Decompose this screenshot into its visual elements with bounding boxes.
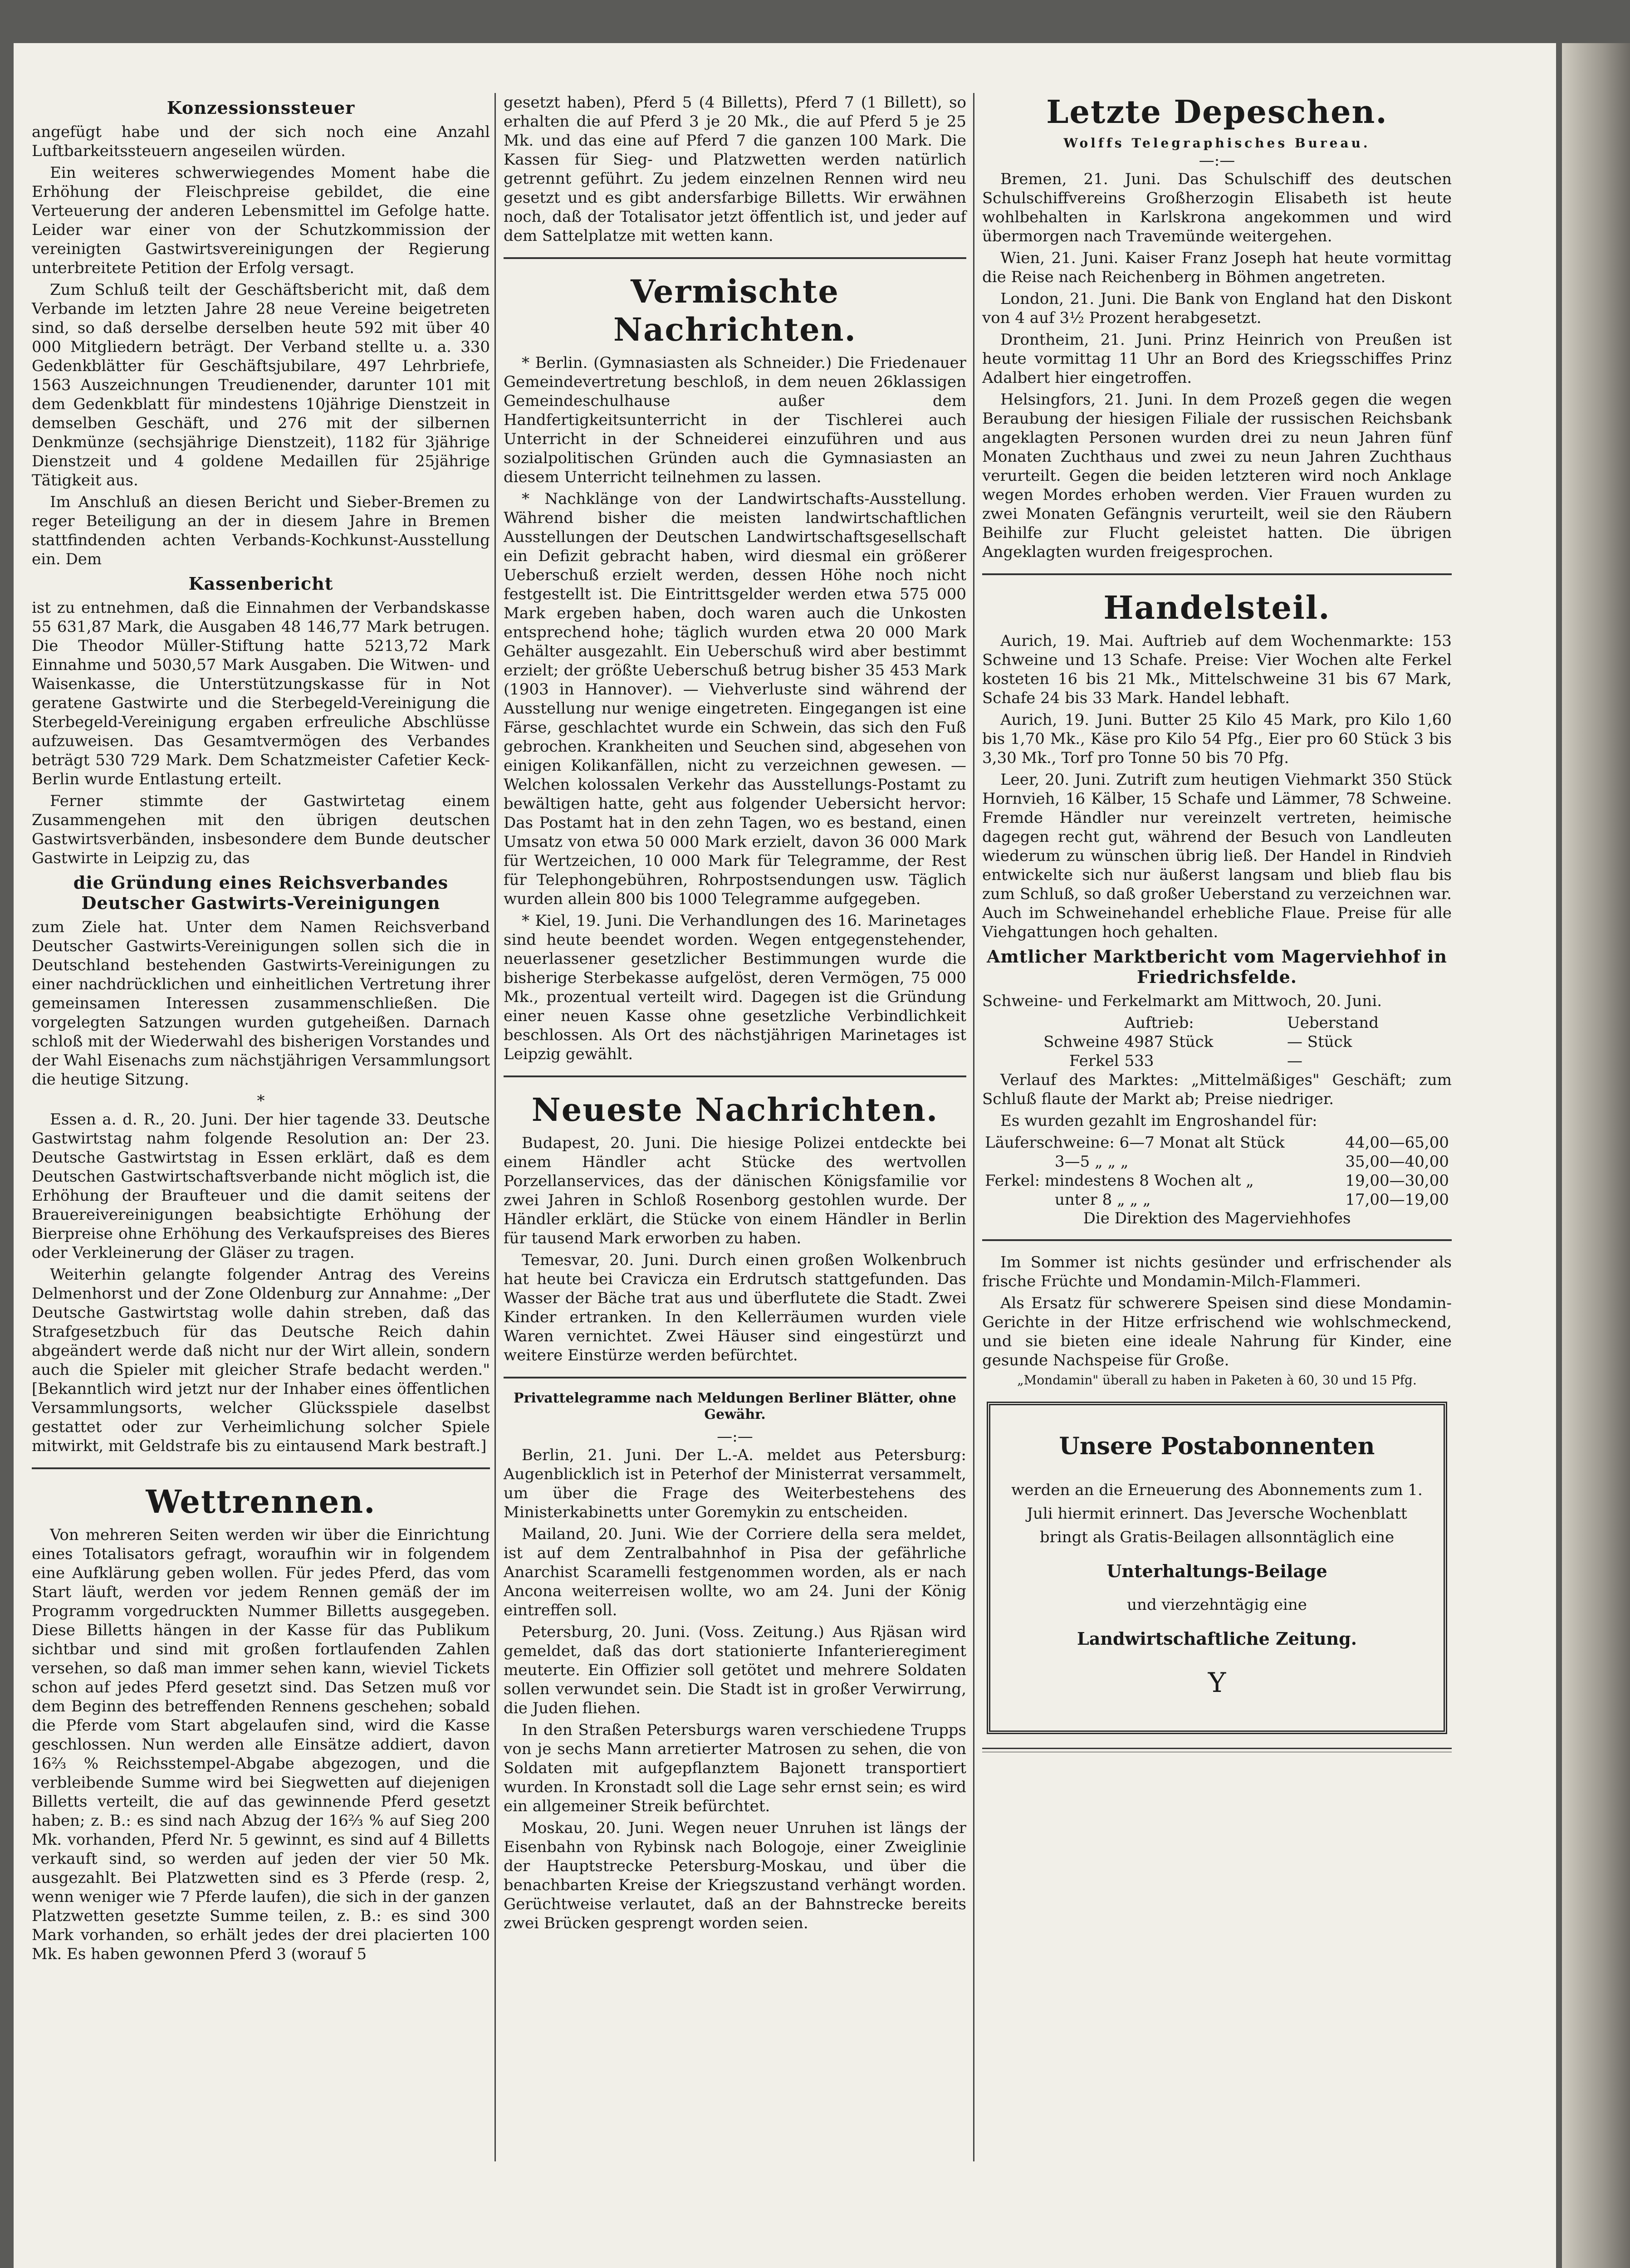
column-left [32,93,490,1966]
paragraph: * Kiel, 19. Juni. Die Verhandlungen des 16. Marinetages sind heute beendet worden. Wegen entgegenstehender, neuerlassener gesetzlicher Bestimmungen wurde die bisherige Sterbekasse aufgelöst, deren Vermögen, 75 000 Mk., prozentual verteilt wird. Dagegen ist die Gründung einer neuen Kasse ohne gesetzliche Verbindlichkeit beschlossen. Als Ort des nächstjährigen Marinetages ist Leipzig gewählt. [504,912,966,1063]
column-rule [973,93,974,2161]
heading-gruendung: die Gründung eines Reichsverbandes Deutscher Gastwirts-Vereinigungen [73,872,449,913]
newspaper-page [14,43,1556,2268]
paragraph: In den Straßen Petersburgs waren verschiedene Trupps von je sechs Mann arretierter Matrosen zu sehen, die von Soldaten mit aufgepflanztem Bajonett transportiert wurden. In Kronstadt soll die Lage sehr ernst sein; es wird ein allgemeiner Streik befürchtet. [504,1721,966,1815]
divider [982,1239,1452,1241]
table-row: 3—5 „ „ „ 35,00—40,00 [1055,1153,1449,1171]
paragraph: zum Ziele hat. Unter dem Namen Reichsverband Deutscher Gastwirts-Vereinigungen sollen sich die in Deutschland bestehenden Gastwirts-Vereinigungen zu einer nachdrücklichen und einheitlichen Vertretung ihrer gemeinsamen Interessen zusammenschließen. Die vorgelegten Satzungen wurden gutgeheißen. Darnach schloß mit der Wiederwahl des bisherigen Vorstandes und der Wahl Eisenachs zum nächstjährigen Versammlungsort die heutige Sitzung. [32,918,490,1089]
signature-line: Die Direktion des Magerviehhofes [1083,1209,1351,1227]
subheading-wolff: Wolffs Telegraphisches Bureau. [1063,136,1371,151]
notice-text: werden an die Erneuerung des Abonnements zum 1. Juli hiermit erinnert. Das Jeversche Wochenblatt bringt als Gratis-Beilagen allsonntäglich eine [1011,1481,1423,1546]
paragraph: ist zu entnehmen, daß die Einnahmen der Verbandskasse 55 631,87 Mark, die Ausgaben 48 146,77 Mark betrugen. Die Theodor Müller-Stiftung hatte 5213,72 Mark Einnahme und 5030,57 Mark Ausgaben. Die Witwen- und Waisenkasse, die Unterstützungskasse für in Not geratene Gastwirte und die Sterbegeld-Vereinigung die Sterbegeld-Vereinigung ergaben erfreuliche Abschlüsse aufzuweisen. Das Gesamtvermögen des Verbandes beträgt 530 729 Mark. Dem Schatzmeister Cafetier Keck-Berlin wurde Entlastung erteilt. [32,599,490,788]
paragraph: Temesvar, 20. Juni. Durch einen großen Wolkenbruch hat heute bei Cravicza ein Erdrutsch stattgefunden. Das Wasser der Bäche trat aus und überflutete die Stadt. Zwei Kinder ertranken. In den Kellerräumen wurden viele Waren vernichtet. Zwei Häuser sind eingestürzt und weitere Einstürze werden befürchtet. [504,1251,966,1364]
divider [982,573,1452,575]
paragraph: Ein weiteres schwerwiegendes Moment habe die Erhöhung der Fleischpreise gebildet, die eine Verteuerung der anderen Lebensmittel im Gefolge hatte. Leider war einer von der Schutzkommission der vereinigten Gastwirtsvereinigungen der Regierung unterbreitete Petition der Erfolg versagt. [32,164,490,277]
heading-neueste-nachrichten: Neueste Nachrichten. [531,1091,939,1129]
separator-star: * [257,1092,265,1110]
paragraph: Drontheim, 21. Juni. Prinz Heinrich von Preußen ist heute vormittag 11 Uhr an Bord des Kriegsschiffes Prinz Adalbert hier eingetroffen. [982,331,1452,387]
heading-konzessionssteuer: Konzessionssteuer [166,98,355,118]
heading-wettrennen: Wettrennen. [146,1483,376,1520]
divider [982,1748,1452,1752]
column-rule [494,93,496,2161]
subscription-notice [987,1402,1447,1734]
paragraph: Aurich, 19. Juni. Butter 25 Kilo 45 Mark, pro Kilo 1,60 bis 1,70 Mk., Käse pro Kilo 54 Pfg., Eier pro 60 Stück 3 bis 3,30 Mk., Torf pro Tonne 50 bis 70 Pfg. [982,711,1452,767]
column-middle [504,93,966,1936]
table-row: Ferkel: mindestens 8 Wochen alt „ 19,00—30,00 [985,1172,1449,1190]
divider [504,1377,966,1378]
divider [504,1075,966,1077]
paragraph: Im Anschluß an diesen Bericht und Sieber-Bremen zu reger Beteiligung an der in diesem Jahre in Bremen stattfindenden achten Verbands-Kochkunst-Ausstellung ein. Dem [32,493,490,568]
paragraph: gesetzt haben), Pferd 5 (4 Billetts), Pferd 7 (1 Billett), so erhalten die auf Pferd 3 je 20 Mk., die auf Pferd 5 je 25 Mk. und das eine auf Pferd 7 die ganzen 100 Mark. Die Kassen für Sieg- und Platzwetten werden natürlich getrennt geführt. Zu jedem einzelnen Rennen wird neu gesetzt und es gibt andersfarbige Billetts. Wir erwähnen noch, daß der Totalisator jetzt öffentlich ist, und jeder auf dem Sattelplatze mit wetten kann. [504,93,966,245]
price-table [982,1133,1452,1209]
paragraph: angefügt habe und der sich noch eine Anzahl Luftbarkeitssteuern angeseilen würden. [32,123,490,160]
column-right [982,93,1452,1764]
heading-marktbericht: Amtlicher Marktbericht vom Magerviehhof in Friedrichsfelde. [987,946,1447,987]
paragraph: Ferner stimmte der Gastwirtetag einem Zusammengehen mit den übrigen deutschen Gastwirtsverbänden, insbesondere dem Bunde deutscher Gastwirte in Leipzig zu, das [32,792,490,867]
paragraph: Berlin, 21. Juni. Der L.-A. meldet aus Petersburg: Augenblicklich ist in Peterhof der Ministerrat versammelt, um über die Frage des Weiterbestehens des Ministerkabinetts unter Goremykin zu entscheiden. [504,1446,966,1521]
paragraph: Petersburg, 20. Juni. (Voss. Zeitung.) Aus Rjäsan wird gemeldet, daß das dort stationierte Infanterieregiment meuterte. Ein Offizier soll getötet und mehrere Soldaten sollen verwundet sein. Die Stadt ist in großer Verwirrung, die Juden fliehen. [504,1623,966,1717]
paragraph: * Nachklänge von der Landwirtschafts-Ausstellung. Während bisher die meisten landwirtschaftlichen Ausstellungen der Deutschen Landwirtschaftsgesellschaft ein Defizit gebracht haben, wird diesmal ein größerer Ueberschuß erzielt werden, dessen Höhe noch nicht festgestellt ist. Die Eintrittsgelder werden etwa 575 000 Mark ergeben haben, doch waren auch die Unkosten entsprechend hohe; täglich wurden etwa 20 000 Mark Gehälter ausgezahlt. Ein Ueberschuß wird aber bestimmt erzielt; der größte Ueberschuß betrug bisher 35 453 Mark (1903 in Hannover). — Viehverluste sind während der Ausstellung nur wenige eingetreten. Eingegangen ist eine Färse, geschlachtet wurde ein Schwein, das sich den Fuß gebrochen. Krankheiten und Seuchen sind, abgesehen von einigen Kolikanfällen, nicht zu verzeichnen gewesen. — Welchen kolossalen Verkehr das Ausstellungs-Postamt zu bewältigen hatte, geht aus folgender Uebersicht hervor: Das Postamt hat in den zehn Tagen, wo es bestand, einen Umsatz von etwa 50 000 Mark erzielt, davon 36 000 Mark für Wertzeichen, 10 000 Mark für Telegramme, der Rest für Telephongebühren, Rohrpostsendungen usw. Täglich wurden allein 800 bis 1000 Telegramme aufgegeben. [504,490,966,908]
advert-footnote: „Mondamin" überall zu haben in Paketen à 60, 30 und 15 Pfg. [1017,1373,1417,1388]
book-spine [1562,43,1630,2268]
paragraph: Im Sommer ist nichts gesünder und erfrischender als frische Früchte und Mondamin-Milch-Flammeri. [982,1253,1452,1290]
table-row: Ferkel 533 — [1069,1052,1302,1070]
heading-handelsteil: Handelsteil. [1103,589,1331,626]
divider [32,1467,490,1469]
divider [504,257,966,259]
paragraph: Als Ersatz für schwerere Speisen sind diese Mondamin-Gerichte in der Hitze erfrischend wie wohlschmeckend, und sie bieten eine ideale Nahrung für Kinder, eine gesunde Nachspeise für Große. [982,1294,1452,1369]
paragraph: Aurich, 19. Mai. Auftrieb auf dem Wochenmarkte: 153 Schweine und 13 Schafe. Preise: Vier Wochen alte Ferkel kosteten 16 bis 21 Mk., Mittelschweine 31 bis 67 Mark, Schafe 24 bis 33 Mark. Handel lebhaft. [982,632,1452,707]
paragraph: Bremen, 21. Juni. Das Schulschiff des deutschen Schulschiffvereins Großherzogin Elisabeth ist heute wohlbehalten in Karlskrona angekommen und wird übermorgen nach Travemünde weitergehen. [982,170,1452,245]
table-row: Auftrieb: Ueberstand [1124,1014,1379,1032]
paragraph: Von mehreren Seiten werden wir über die Einrichtung eines Totalisators gefragt, woraufhin wir in folgendem eine Aufklärung geben wollen. Für jedes Pferd, das vom Start läuft, werden vor jedem Rennen gemäß der im Programm vorgedruckten Nummer Billetts ausgegeben. Diese Billetts hängen in der Kasse für das Publikum sichtbar und sind mit großen fortlaufenden Zahlen versehen, so daß man immer sehen kann, wieviel Tickets schon auf jedes Pferd gesetzt sind. Das Setzen muß vor dem Beginn des betreffenden Rennens geschehen; sobald die Pferde vom Start abgelaufen sind, wird die Kasse geschlossen. Nun werden alle Einsätze addiert, davon 16⅔ % Reichsstempel-Abgabe abgezogen, und die verbleibende Summe wird bei Siegwetten auf diejenigen Billetts verteilt, die auf das gewinnende Pferd gesetzt haben; z. B.: es sind nach Abzug der 16⅔ % auf Sieg 200 Mk. vorhanden, Pferd Nr. 5 gewinnt, es sind auf 4 Billetts verkauft sind, so werden auf jeden der vier 50 Mk. ausgezahlt. Bei Platzwetten sind es 3 Pferde (resp. 2, wenn weniger wie 7 Pferde laufen), die sich in der ganzen Platzwetten gesetzte Summe teilen, z. B.: es sind 300 Mark vorhanden, so erhält jedes der drei placierten 100 Mk. Es haben gewonnen Pferd 3 (worauf 5 [32,1526,490,1963]
notice-text: und vierzehntägig eine [1127,1596,1307,1614]
paragraph: Schweine- und Ferkelmarkt am Mittwoch, 20. Juni. [982,992,1382,1010]
separator: —:— [1199,152,1235,170]
separator: —:— [717,1427,753,1446]
paragraph: Essen a. d. R., 20. Juni. Der hier tagende 33. Deutsche Gastwirtstag nahm folgende Resolution an: Der 23. Deutsche Gastwirtstag in Essen erklärt, daß es dem Deutschen Gastwirtschaftsverbande nicht möglich ist, die Erhöhung der Braufteuer und die damit seitens der Brauereivereinigungen beabsichtigte Erhöhung der Bierpreise ohne Erhöhung des Verkaufspreises des Bieres oder Verkleinerung der Gläser zu tragen. [32,1110,490,1262]
market-table [982,1013,1452,1070]
paragraph: Mailand, 20. Juni. Wie der Corriere della sera meldet, ist auf dem Zentralbahnhof in Pisa der gefährliche Anarchist Scaramelli festgenommen worden, als er nach Ancona weiterreisen wollte, wo am 24. Juni der König eintreffen soll. [504,1525,966,1619]
paragraph: Zum Schluß teilt der Geschäftsbericht mit, daß dem Verbande im letzten Jahre 28 neue Vereine beigetreten sind, so daß derselbe derselben heute 592 mit über 40 000 Mitgliedern beträgt. Der Verband stellte u. a. 330 Gedenkblätter für Geschäftsjubilare, 497 Lehrbriefe, 1563 Auszeichnungen Treudienender, darunter 101 mit dem Gedenkblatt für mindestens 10jährige Dienstzeit in demselben Geschäft, und 276 mit der silbernen Denkmünze (sechsjährige Dienstzeit), 1182 für 3jährige Dienstzeit und 4 goldene Medaillen für 25jährige Tätigkeit aus. [32,281,490,489]
table-row: Läuferschweine: 6—7 Monat alt Stück 44,00—65,00 [985,1134,1449,1152]
paragraph: London, 21. Juni. Die Bank von England hat den Diskont von 4 auf 3½ Prozent herabgesetzt. [982,290,1452,327]
heading-letzte-depeschen: Letzte Depeschen. [1046,93,1388,131]
table-row: unter 8 „ „ „ 17,00—19,00 [1055,1191,1449,1209]
heading-vermischte-nachrichten: Vermischte Nachrichten. [613,273,857,348]
notice-supplement: Landwirtschaftliche Zeitung. [1077,1628,1357,1649]
paragraph: Helsingfors, 21. Juni. In dem Prozeß gegen die wegen Beraubung der hiesigen Filiale der russischen Reichsbank angeklagten Personen wurden drei zu neun Jahren fünf Monaten Zuchthaus und zwei zu neun Jahren Zuchthaus verurteilt. Gegen die beiden letzteren wird noch Anklage wegen Mordes erhoben werden. Vier Frauen wurden zu zwei Monaten Gefängnis verurteilt, weil sie den Räubern Beihilfe zur Flucht geleistet hatten. Die übrigen Angeklagten wurden freigesprochen. [982,391,1452,561]
table-row: Schweine 4987 Stück — Stück [1043,1033,1352,1051]
notice-supplement: Unterhaltungs-Beilage [1106,1561,1327,1581]
paragraph: Budapest, 20. Juni. Die hiesige Polizei entdeckte bei einem Händler acht Stücke des wertvollen Porzellanservices, das der dänischen Königsfamilie vor zwei Jahren in Schloß Rosenborg gestohlen wurde. Der Händler erklärt, die Stücke von einem Händler in Berlin für tausend Mark erworben zu haben. [504,1134,966,1247]
notice-title: Unsere Postabonnenten [1059,1432,1375,1460]
paragraph: Weiterhin gelangte folgender Antrag des Vereins Delmenhorst und der Zone Oldenburg zur Annahme: „Der Deutsche Gastwirtstag wolle dahin streben, daß das Strafgesetzbuch für das Deutsche Reich dahin abgeändert werde daß nicht nur der Wirt allein, sondern auch die Spieler mit gleicher Strafe bedacht werden." [Bekanntlich wird jetzt nur der Inhaber eines öffentlichen Versammlungsorts, welcher Glücksspiele daselbst gestattet oder zur Verheimlichung solcher Spiele mitwirkt, mit Geldstrafe bis zu eintausend Mark bestraft.] [32,1266,490,1455]
paragraph: * Berlin. (Gymnasiasten als Schneider.) Die Friedenauer Gemeindevertretung beschloß, in dem neuen 26klassigen Gemeindeschulhause außer dem Handfertigkeitsunterricht in der Tischlerei auch Unterricht in der Schneiderei einzuführen und aus sozialpolitischen Gründen auch die Gymnasiasten an diesem Unterricht teilnehmen zu lassen. [504,354,966,486]
ornament-icon: Y [1208,1667,1226,1699]
paragraph: Moskau, 20. Juni. Wegen neuer Unruhen ist längs der Eisenbahn von Rybinsk nach Bologoje, einer Zweiglinie der Hauptstrecke Petersburg-Moskau, und über die benachbarten Kreise der Kriegszustand verhängt worden. Gerüchtweise verlautet, daß an der Bahnstrecke bereits zwei Brücken gesprengt worden seien. [504,1819,966,1932]
heading-kassenbericht: Kassenbericht [188,573,333,594]
paragraph: Leer, 20. Juni. Zutrift zum heutigen Viehmarkt 350 Stück Hornvieh, 16 Kälber, 15 Schafe und Lämmer, 78 Schweine. Fremde Händler nur vereinzelt vertreten, heimische dagegen recht gut, während der Besuch von Landleuten wiederum zu wünschen übrig ließ. Der Handel in Rindvieh entwickelte sich nur äußerst langsam und blieb flau bis zum Schluß, so daß großer Ueberstand zu verzeichnen war. Auch im Schweinehandel erhebliche Flaue. Preise für alle Viehgattungen hoch gehalten. [982,771,1452,941]
paragraph: Wien, 21. Juni. Kaiser Franz Joseph hat heute vormittag die Reise nach Reichenberg in Böhmen angetreten. [982,249,1452,286]
paragraph: Es wurden gezahlt im Engroshandel für: [1000,1112,1317,1130]
heading-privattelegramme: Privattelegramme nach Meldungen Berliner Blätter, ohne Gewähr. [514,1390,956,1422]
paragraph: Verlauf des Marktes: „Mittelmäßiges" Geschäft; zum Schluß flaute der Markt ab; Preise niedriger. [982,1071,1452,1108]
